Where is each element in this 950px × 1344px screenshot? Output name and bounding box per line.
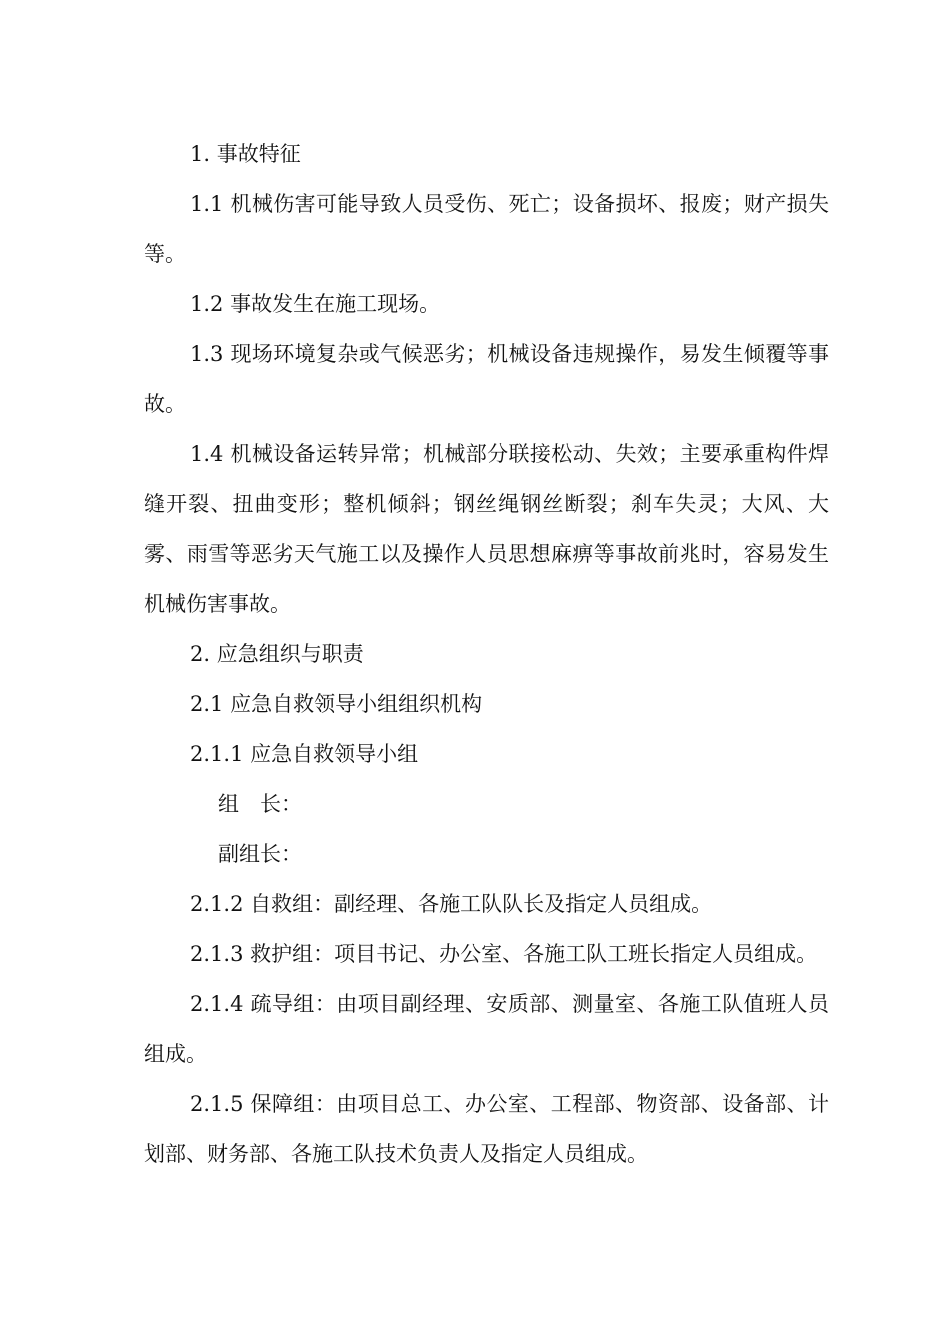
paragraph-2-1-4: 2.1.4 疏导组：由项目副经理、安质部、测量室、各施工队值班人员组成。 xyxy=(144,992,829,1066)
paragraph-1-4: 1.4 机械设备运转异常；机械部分联接松动、失效；主要承重构件焊缝开裂、扭曲变形；整机倾斜；钢丝绳钢丝断裂；刹车失灵；大风、大雾、雨雪等恶劣天气施工以及操作人员思想麻痹等事故前兆时，容易发生机械伤害事故。 xyxy=(144,442,829,616)
section-heading-accident-features: 1. 事故特征 xyxy=(190,142,301,166)
paragraph-2-1-2: 2.1.2 自救组：副经理、各施工队队长及指定人员组成。 xyxy=(190,892,713,916)
paragraph-2-1-3: 2.1.3 救护组：项目书记、办公室、各施工队工班长指定人员组成。 xyxy=(190,942,818,966)
paragraph-1-2: 1.2 事故发生在施工现场。 xyxy=(190,292,441,316)
paragraph-1-3: 1.3 现场环境复杂或气候恶劣；机械设备违规操作，易发生倾覆等事故。 xyxy=(144,342,829,416)
paragraph-2-1-1: 2.1.1 应急自救领导小组 xyxy=(190,742,419,766)
team-leader-line: 组 长： xyxy=(218,792,302,816)
paragraph-1-1: 1.1 机械伤害可能导致人员受伤、死亡；设备损坏、报废；财产损失等。 xyxy=(144,192,829,266)
paragraph-2-1: 2.1 应急自救领导小组组织机构 xyxy=(190,692,483,716)
deputy-leader-line: 副组长： xyxy=(218,842,302,866)
section-heading-emergency-organization: 2. 应急组织与职责 xyxy=(190,642,364,666)
paragraph-2-1-5: 2.1.5 保障组：由项目总工、办公室、工程部、物资部、设备部、计划部、财务部、各施工队技术负责人及指定人员组成。 xyxy=(144,1092,829,1166)
document-body xyxy=(144,129,829,1179)
